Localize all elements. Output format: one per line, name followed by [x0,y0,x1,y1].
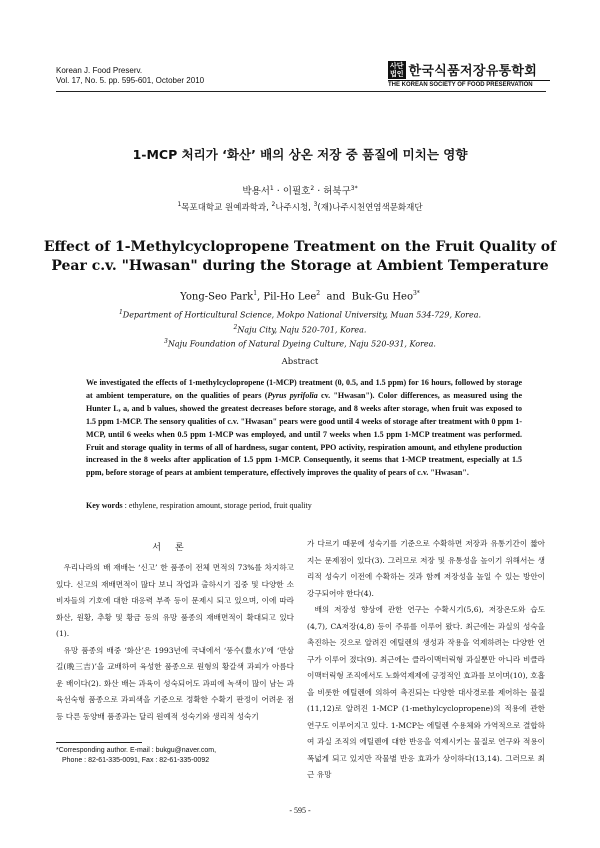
author-separator: · [273,186,283,197]
abstract-part: We investigated the effects of 1-methylcyclopropene (1-MCP) treatment (0, 0.5, and 1.5 ppm) for 16 hours, followed by storage at ambient temperature, on the qualities of pears ( [86,378,522,400]
affil-sup: 3 [313,201,318,209]
page-number: - 595 - [289,806,311,815]
affil-text: Naju City, Naju 520-701, Korea. [237,325,367,335]
english-title [40,238,560,276]
author-name: Yong-Seo Park [180,291,254,303]
affil-sup: 3 [164,338,168,346]
affil-sup: 2 [271,201,276,209]
society-logo [388,60,550,88]
korean-affiliations [0,201,600,213]
abstract-heading: Abstract [281,357,319,367]
affil-sup: 1 [118,309,123,316]
abstract-part: cv. "Hwasan"). Color differences, as measured using the Hunter L, a, and b values, showed the greatest decreases before storage, and 8 weeks after storage, when fruit was exposed to 1.5 ppm 1-MCP. The sensory qualities of c.v. "Hwasan" pears were good until 4 weeks of storage after treatment with 0 ppm 1-MCP, until 6 weeks when 0.5 ppm 1-MCP was employed, and until 7 weeks when 1.5 ppm 1-MCP treatment was performed. Fruit and storage quality in terms of all of hardness, sugar content, PPO activity, respiration amount, and ethylene production increased in the 8 weeks after application of 1.5 ppm 1-MCP. Consequently, it seems that 1-MCP treatment, especially at 1.5 ppm, before storage of pears at ambient temperature, effectively improves the quality of pears of c.v. "Hwasan". [86,390,522,478]
society-name-en: THE KOREAN SOCIETY OF FOOD PRESERVATION [388,80,550,88]
affil-sup: 2 [233,323,238,331]
affil-sup: 1 [177,201,182,209]
author-sup: 2 [316,290,321,297]
species-name: Pyrus pyrifolia [267,390,318,400]
author-sup: 3* [350,184,358,192]
author-sup: 3* [412,290,420,297]
section-heading-introduction: 서론 [152,543,198,553]
journal-volume: Vol. 17, No. 5. pp. 595-601, October 2010 [56,76,205,85]
keywords-list: : ethylene, respiration amount, storage period, fruit quality [122,501,312,510]
english-title-line: Pear c.v. "Hwasan" during the Storage at Ambient Temperature [51,258,549,274]
keywords [86,501,522,510]
body-paragraph: 배의 저장성 향상에 관한 연구는 수확시기(5,6), 저장온도와 습도(4,7), CA저장(4,8) 등이 주류를 이루어 왔다. 최근에는 과실의 성숙을 촉진하는 것으로 알려진 에틸렌의 생성과 작용을 억제하려는 다양한 연구가 이루어 졌다(9). 최근에는 클라이맥터릭형 과실뿐만 아니라 비클라이맥터릭형 조직에서도 노화억제제에 긍정적인 효과를 보이며(10), 호흡을 비롯한 에틸렌에 의하여 촉진되는 다양한 대사경로를 제어하는 물질(11,12)로 알려진 1-MCP (1-methylcyclopropene)의 적용에 관한 연구도 이루어지고 있다. 1-MCP는 에틸렌 수용체와 가역적으로 결합하여 과실 조직의 에틸렌에 대한 반응을 억제시키는 물질로 연구와 적용이 폭넓게 되고 있지만 작물별 반응 효과가 상이하다(13,14). 그러므로 최근 유망 [307,605,545,779]
footnote-rule [56,742,142,743]
society-mark: 사단 법인 [390,61,404,78]
author-separator: · [314,186,324,197]
journal-name: Korean J. Food Preserv. [56,66,143,75]
society-name-kr: 한국식품저장유통학회 [408,64,538,79]
author-sup: 2 [310,184,315,192]
english-title-line: Effect of 1-Methylcyclopropene Treatment on the Fruit Quality of [43,239,557,255]
english-authors: Yong-Seo Park$^1$, Pil-Ho Lee$^2$ and Buk-Gu Heo$^{3*}$ [180,290,420,303]
footnote-phone: Phone : 82-61-335-0091, Fax : 82-61-335-0092 [62,757,210,764]
author-name: 박용서 [242,186,270,197]
footnote [56,746,294,766]
affil-text: (재)나주시천연염색문화재단 [317,203,423,213]
header-rule [56,91,546,92]
author-name: 허북구 [323,186,351,197]
abstract-text [86,377,522,480]
body-column-right [307,536,545,784]
body-column-left [56,560,294,725]
affil-text: Naju Foundation of Natural Dyeing Culture, Naju 520-931, Korea. [167,339,436,349]
author-sup: 1 [253,290,258,297]
author-name: Pil-Ho Lee [263,291,317,303]
journal-citation [56,66,204,86]
affil-text: 목포대학교 원예과학과, [181,203,272,213]
author-sup: 1 [269,184,274,192]
korean-authors [0,183,600,197]
body-paragraph: 유망 품종의 배중 ‘화산’은 1993년에 국내에서 ‘풍수(豊水)’에 ‘만삼길(晩三吉)’을 교배하여 육성한 품종으로 원형의 황갈색 과피가 아름다운 배이다(2). 화산 배는 과육이 성숙되어도 과피에 녹색이 많이 남는 과육선숙형 품종으로 과피색을 기준으로 정확한 수확기 판정이 어려운 점 등 다른 동양배 품종과는 달리 원예적 성숙기와 생리적 성숙기 [56,645,294,721]
author-name: Buk-Gu Heo [351,291,413,303]
affil-text: 나주시청, [275,203,314,213]
keywords-label: Key words [86,501,123,510]
body-paragraph: 가 다르기 때문에 성숙기를 기준으로 수확하면 저장과 유통기간이 짧아지는 문제점이 있다(3). 그러므로 저장 및 유통성을 높이기 위해서는 생리적 성숙기 이전에 수확하는 것과 함께 저장성을 높일 수 있는 방안이 강구되어야 한다(4). [307,539,545,598]
korean-title: 1-MCP 처리가 ‘화산’ 배의 상온 저장 중 품질에 미치는 영향 [132,147,468,162]
footnote-email: *Corresponding author. E-mail : bukgu@naver.com, [56,747,217,754]
affil-text: Department of Horticultural Science, Mokpo National University, Muan 534-729, Korea. [122,310,482,320]
body-paragraph: 우리나라의 배 재배는 ‘신고’ 한 품종이 전체 면적의 73%를 차지하고 있다. 신고의 재배면적이 많다 보니 작업과 출하시기 집중 및 다양한 소비자들의 기호에 대한 대응력 부족 등이 문제시 되고 있으며, 이에 따라 화산, 원황, 추황 및 황금 등의 유망 품종의 재배면적이 확대되고 있다(1). [56,563,294,638]
author-name: 이필호 [282,186,311,197]
english-affiliations [0,307,600,351]
